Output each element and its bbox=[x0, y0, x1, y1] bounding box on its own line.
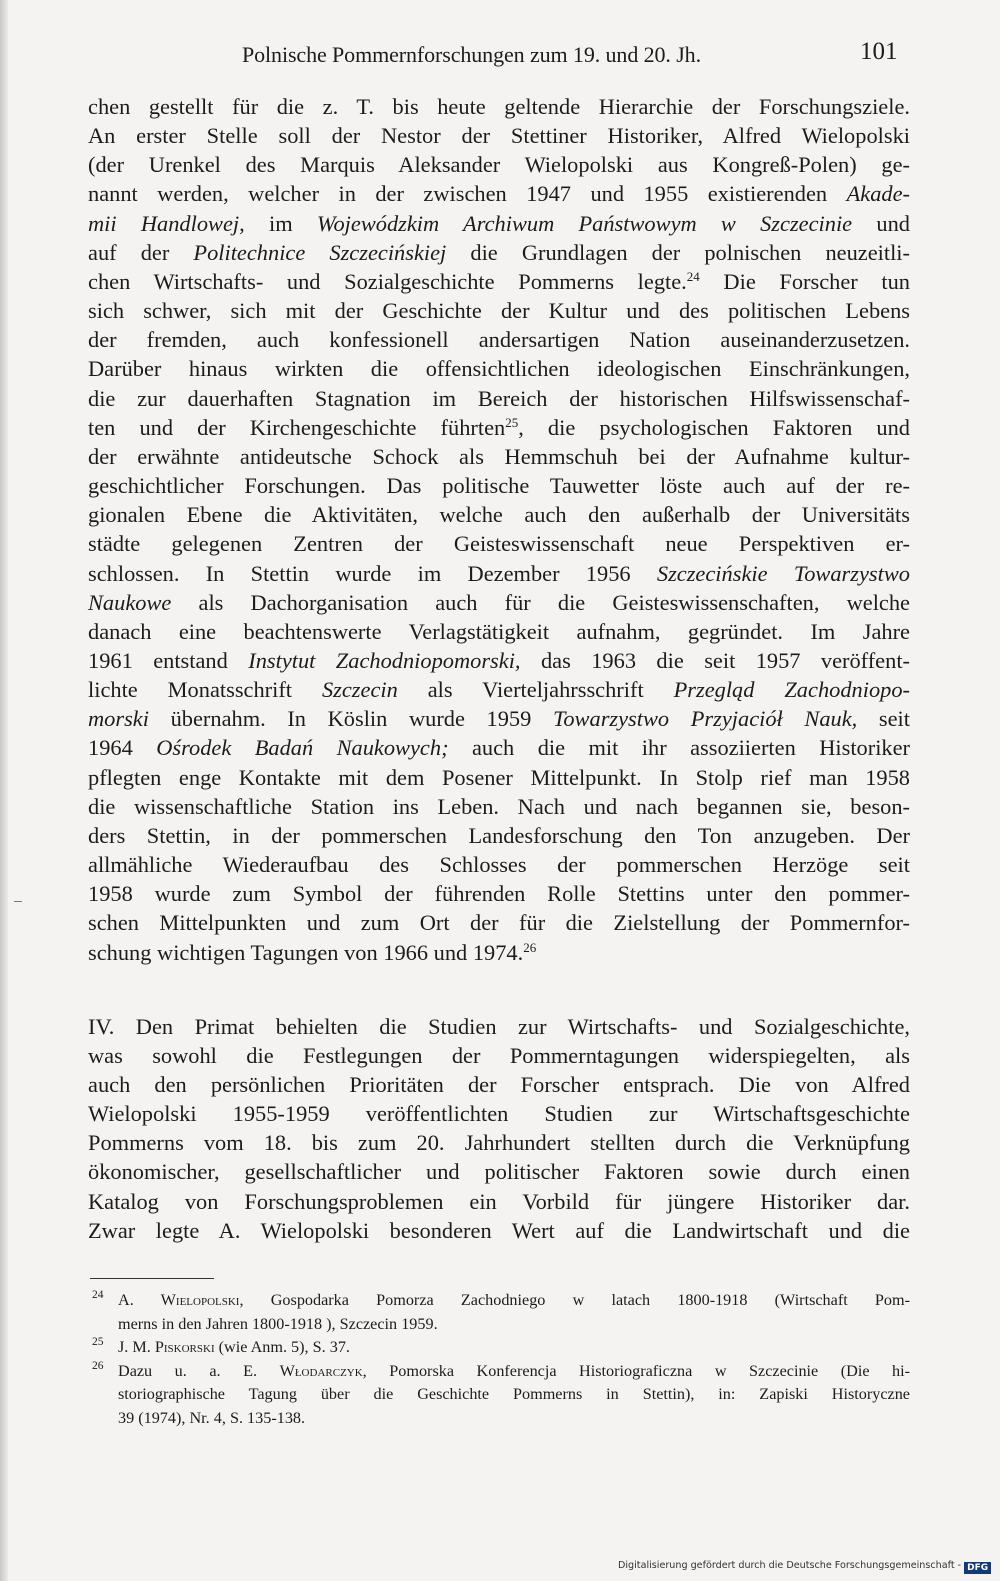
digitization-note: Digitalisierung gefördert durch die Deutsche Forschungsgemeinschaft - bbox=[618, 1560, 962, 1571]
text-segment: Pomorska Konferencja Historiograficzna w Szczecinie (Die hi- bbox=[389, 1361, 911, 1380]
footnote-number: 26 bbox=[92, 1359, 104, 1372]
footnote-ref-26[interactable]: 26 bbox=[523, 939, 537, 955]
text-segment: schlossen. In Stettin wurde im Dezember 1956 bbox=[88, 560, 631, 586]
text-line: sich schwer, sich mit der Geschichte der Kultur und des politischen Lebens bbox=[88, 298, 910, 324]
dfg-logo-icon: DFG bbox=[964, 1562, 991, 1574]
footnote-line: merns in den Jahren 1800-1918 ), Szczecin 1959. bbox=[118, 1314, 438, 1333]
text-line: der erwähnte antideutsche Schock als Hemmschuh bei der Aufnahme kultur- bbox=[88, 443, 910, 469]
text-segment: Die Forscher tun bbox=[723, 268, 910, 294]
text-segment: und bbox=[876, 210, 910, 236]
digitization-footer bbox=[618, 1560, 991, 1574]
text-line: chen gestellt für die z. T. bis heute geltende Hierarchie der Forschungsziele. bbox=[88, 94, 910, 119]
institution-name: Wojewódzkim Archiwum Państwowym w Szczecinie bbox=[316, 210, 853, 236]
text-line: gionalen Ebene die Aktivitäten, welche auch den außerhalb der Universitäts bbox=[88, 502, 910, 528]
footnote-26 bbox=[90, 1360, 910, 1431]
footnote-25 bbox=[90, 1336, 910, 1360]
text-segment: chen Wirtschafts- und Sozialgeschichte Pommerns legte. bbox=[88, 268, 687, 294]
text-segment: Gospodarka Pomorza Zachodniego w latach 1800-1918 (Wirtschaft Pom- bbox=[270, 1291, 911, 1309]
footnote-line bbox=[118, 1336, 910, 1360]
text-segment: lichte Monatsschrift bbox=[88, 677, 293, 703]
text-segment: die Grundlagen der polnischen neuzeitli- bbox=[470, 239, 910, 265]
main-text bbox=[88, 92, 910, 1245]
text-line: ders Stettin, in der pommerschen Landesforschung den Ton anzugeben. Der bbox=[88, 822, 910, 848]
text-line: was sowohl die Festlegungen der Pommerntagungen widerspiegelten, als bbox=[88, 1042, 910, 1068]
text-segment: 1961 entstand bbox=[88, 647, 228, 673]
text-segment: als Vierteljahrsschrift bbox=[427, 677, 644, 703]
footnote-number: 24 bbox=[92, 1289, 104, 1301]
text-segment: nannt werden, welcher in der zwischen 1947 und 1955 existierenden bbox=[88, 181, 828, 207]
text-line bbox=[88, 646, 910, 675]
text-segment: schung wichtigen Tagungen von 1966 und 1974. bbox=[88, 939, 524, 965]
footnote-number: 25 bbox=[92, 1336, 104, 1349]
text-line: IV. Den Primat behielten die Studien zur Wirtschafts- und Sozialgeschichte, bbox=[88, 1013, 910, 1039]
footnote-24 bbox=[90, 1289, 910, 1336]
text-line: pflegten enge Kontakte mit dem Posener Mittelpunkt. In Stolp rief man 1958 bbox=[88, 764, 910, 790]
text-line: schen Mittelpunkten und zum Ort der für die Zielstellung der Pommernfor- bbox=[88, 910, 910, 936]
text-line: die wissenschaftliche Station ins Leben. Nach und nach begannen sie, beson- bbox=[88, 793, 910, 819]
text-line bbox=[88, 209, 910, 238]
footnote-ref-25[interactable]: 25 bbox=[505, 414, 519, 430]
text-line: die zur dauerhaften Stagnation im Bereich der historischen Hilfswissenschaf- bbox=[88, 385, 910, 411]
text-line: allmähliche Wiederaufbau des Schlosses der pommerschen Herzöge seit bbox=[88, 852, 910, 878]
text-line: der fremden, auch konfessionell andersartigen Nation auseinanderzusetzen. bbox=[88, 327, 910, 353]
text-line bbox=[88, 938, 910, 967]
footnote-line: 39 (1974), Nr. 4, S. 135-138. bbox=[118, 1408, 306, 1427]
text-segment: Dazu u. a. E. bbox=[118, 1361, 258, 1380]
text-segment: das 1963 die seit 1957 veröffent- bbox=[540, 647, 910, 673]
running-head: Polnische Pommernforschungen zum 19. und 20. Jh. bbox=[242, 42, 701, 67]
section-gap bbox=[88, 967, 910, 1012]
text-line: geschichtlicher Forschungen. Das politische Tauwetter löste auch auf der re- bbox=[88, 473, 910, 499]
text-line: Wielopolski 1955-1959 veröffentlichten Studien zur Wirtschaftsgeschichte bbox=[88, 1101, 910, 1127]
text-line: (der Urenkel des Marquis Aleksander Wielopolski aus Kongreß-Polen) ge- bbox=[88, 152, 910, 178]
institution-name: Szczecińskie Towarzystwo bbox=[656, 560, 910, 586]
institution-name: Instytut Zachodniopomorski, bbox=[248, 647, 521, 673]
text-line: Zwar legte A. Wielopolski besonderen Wert auf die Landwirtschaft und die bbox=[88, 1217, 910, 1243]
page-header bbox=[0, 38, 1000, 72]
margin-mark bbox=[14, 901, 22, 902]
text-segment: als Dachorganisation auch für die Geisteswissenschaften, welche bbox=[198, 589, 910, 615]
text-segment: im bbox=[268, 210, 293, 236]
paragraph-1 bbox=[88, 92, 910, 967]
text-line bbox=[88, 675, 910, 704]
text-segment: seit bbox=[878, 706, 910, 732]
text-line: städte gelegenen Zentren der Geisteswissenschaft neue Perspektiven er- bbox=[88, 531, 910, 557]
author-name: Piskorski bbox=[154, 1338, 215, 1357]
footnote-line bbox=[118, 1360, 910, 1384]
footnote-line: storiographische Tagung über die Geschichte Pommerns in Stettin), in: Zapiski Historyczne bbox=[118, 1385, 910, 1404]
footnotes bbox=[90, 1289, 910, 1431]
text-line: danach eine beachtenswerte Verlagstätigkeit aufnahm, gegründet. Im Jahre bbox=[88, 618, 910, 644]
author-name: A. Wielopolski, bbox=[118, 1291, 244, 1309]
institution-name: Politechnice Szczecińskiej bbox=[193, 239, 447, 265]
text-segment: auf der bbox=[88, 239, 170, 265]
footnote-line bbox=[118, 1289, 910, 1313]
text-line: ökonomischer, gesellschaftlicher und politischer Faktoren sowie durch einen bbox=[88, 1159, 910, 1185]
journal-name: morski bbox=[88, 706, 149, 732]
text-segment: ten und der Kirchengeschichte führten bbox=[88, 414, 506, 440]
text-segment: auch die mit ihr assoziierten Historiker bbox=[471, 735, 911, 761]
text-line: An erster Stelle soll der Nestor der Stettiner Historiker, Alfred Wielopolski bbox=[88, 123, 910, 149]
paragraph-2 bbox=[88, 1012, 910, 1245]
text-line bbox=[88, 733, 910, 762]
text-line: auch den persönlichen Prioritäten der Forscher entsprach. Die von Alfred bbox=[88, 1072, 910, 1097]
journal-name: Przegląd Zachodniopo- bbox=[673, 677, 910, 703]
footnote-separator bbox=[90, 1278, 214, 1279]
institution-name: mii Handlowej, bbox=[88, 210, 245, 236]
text-line: Pommerns vom 18. bis zum 20. Jahrhundert stellten durch die Verknüpfung bbox=[88, 1130, 910, 1156]
text-segment: übernahm. In Köslin wurde 1959 bbox=[170, 706, 532, 732]
author-name: Włodarczyk, bbox=[279, 1361, 367, 1380]
text-line: Katalog von Forschungsproblemen ein Vorbild für jüngere Historiker dar. bbox=[88, 1188, 910, 1214]
text-segment: J. M. bbox=[118, 1338, 151, 1357]
text-line: 1958 wurde zum Symbol der führenden Rolle Stettins unter den pommer- bbox=[88, 881, 910, 907]
text-line bbox=[88, 267, 910, 296]
footnote-ref-24[interactable]: 24 bbox=[686, 268, 700, 284]
text-line bbox=[88, 559, 910, 588]
text-line bbox=[88, 413, 910, 442]
text-segment: (wie Anm. 5), S. 37. bbox=[218, 1338, 350, 1357]
journal-name: Szczecin bbox=[321, 677, 398, 703]
text-line bbox=[88, 588, 910, 617]
text-line bbox=[88, 704, 910, 733]
institution-name: Ośrodek Badań Naukowych; bbox=[156, 735, 449, 761]
institution-name: Akade- bbox=[846, 181, 910, 207]
institution-name: Naukowe bbox=[88, 589, 172, 615]
scan-page-edge bbox=[0, 0, 8, 1581]
text-line bbox=[88, 238, 910, 267]
institution-name: Towarzystwo Przyjaciół Nauk, bbox=[552, 706, 858, 732]
text-line bbox=[88, 179, 910, 208]
text-segment: 1964 bbox=[88, 735, 133, 761]
page-number: 101 bbox=[860, 38, 898, 65]
text-line: Darüber hinaus wirkten die offensichtlichen ideologischen Einschränkungen, bbox=[88, 356, 910, 382]
text-segment: , die psychologischen Faktoren und bbox=[518, 414, 911, 440]
